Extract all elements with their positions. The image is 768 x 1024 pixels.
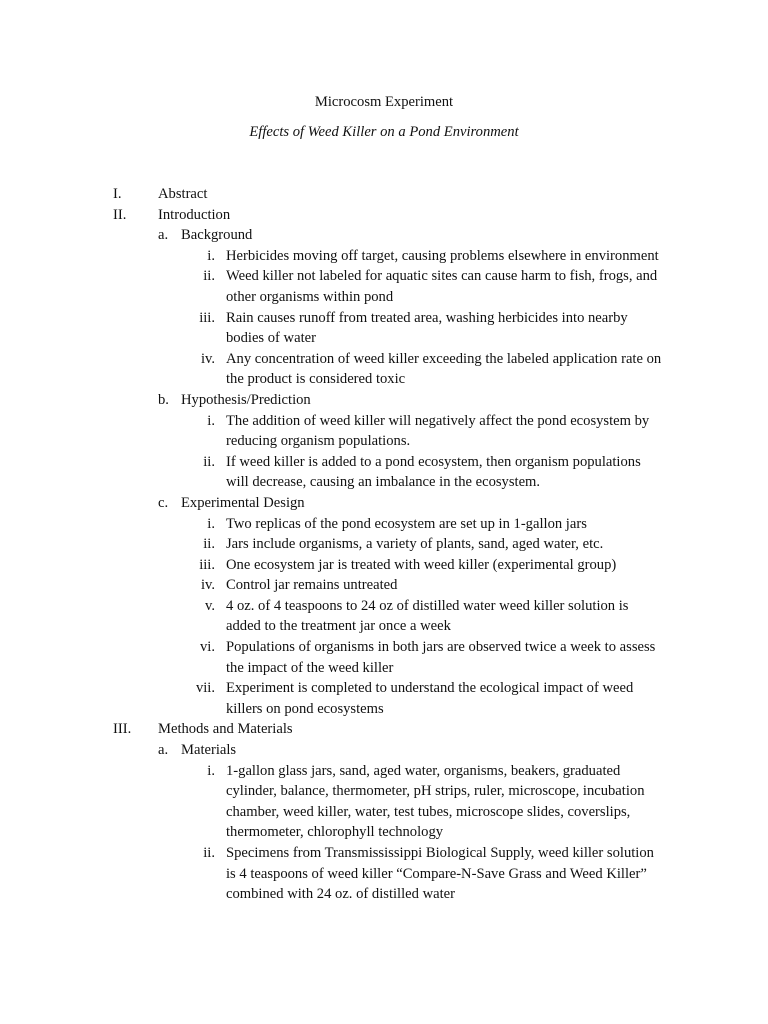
outline-item-level-3 [0,266,768,307]
outline-text-line: chamber, weed killer, water, test tubes, microscope slides, coverslips, [226,803,631,820]
outline-item-level-2 [0,493,768,514]
outline-item-level-3 [0,246,768,267]
outline-marker: a. [158,227,169,244]
outline-marker: ii. [203,536,215,553]
outline-text-line: Any concentration of weed killer exceeding the labeled application rate on [226,350,662,367]
outline-text-line: Herbicides moving off target, causing problems elsewhere in environment [226,247,659,264]
outline-item-level-2 [0,390,768,411]
outline-item-level-3 [0,452,768,493]
outline-marker: i. [207,247,215,264]
outline-item-level-3 [0,534,768,555]
outline-item-level-3 [0,514,768,535]
outline-marker: i. [207,762,215,779]
outline-marker: c. [158,494,169,511]
outline-item-level-3 [0,637,768,678]
outline-marker: iv. [200,350,215,367]
outline-text-line: is 4 teaspoons of weed killer “Compare-N-Save Grass and Weed Killer” [226,865,647,882]
outline-text-line: added to the treatment jar once a week [226,618,451,635]
outline-text-line: will decrease, causing an imbalance in the ecosystem. [226,474,541,491]
outline-item-level-1 [0,184,768,205]
outline-text-line: Abstract [158,186,208,202]
outline-marker: II. [113,206,127,223]
outline-item-level-3 [0,308,768,349]
outline-text-line: Materials [181,742,237,759]
document-title: Microcosm Experiment [314,94,454,110]
outline-marker: a. [158,742,169,759]
outline-text-line: reducing organism populations. [226,433,411,450]
outline-item-level-2 [0,740,768,761]
outline-text-line: Methods and Materials [158,721,293,738]
outline-marker: III. [113,721,132,738]
outline-text-line: One ecosystem jar is treated with weed killer (experimental group) [226,556,617,573]
outline-text-line: Background [181,227,253,244]
outline-item-level-1 [0,719,768,740]
outline-item-level-3 [0,678,768,719]
outline-text-line: Weed killer not labeled for aquatic sites can cause harm to fish, frogs, and [226,268,658,285]
outline-item-level-1 [0,205,768,226]
outline-marker: iii. [199,309,215,326]
outline-text-line: Introduction [158,206,231,223]
outline-marker: iii. [199,556,215,573]
outline-text-line: The addition of weed killer will negatively affect the pond ecosystem by [226,412,650,429]
outline-marker: I. [113,186,122,202]
outline-text-line: Experiment is completed to understand the ecological impact of weed [226,680,634,697]
outline-text-line: Control jar remains untreated [226,577,398,594]
outline-item-level-3 [0,761,768,843]
outline-marker: ii. [203,268,215,285]
outline-marker: i. [207,412,215,429]
outline-marker: iv. [200,577,215,594]
outline-item-level-3 [0,349,768,390]
outline-marker: v. [205,597,215,614]
outline-item-level-3 [0,575,768,596]
outline-text-line: combined with 24 oz. of distilled water [226,886,455,903]
outline-text-line: the impact of the weed killer [226,659,394,676]
outline-item-level-3 [0,843,768,905]
outline-item-level-3 [0,411,768,452]
outline-text-line: killers on pond ecosystems [226,700,384,717]
outline-text-line: 1-gallon glass jars, sand, aged water, organisms, beakers, graduated [226,762,621,779]
outline-text-line: cylinder, balance, thermometer, pH strips, ruler, microscope, incubation [226,783,645,800]
outline-item-level-2 [0,225,768,246]
outline-text-line: bodies of water [226,330,316,347]
outline-marker: vi. [200,639,215,656]
outline-marker: i. [207,515,215,532]
outline-text-line: the product is considered toxic [226,371,406,388]
outline-text-line: If weed killer is added to a pond ecosystem, then organism populations [226,453,641,470]
outline-item-level-3 [0,596,768,637]
outline-item-level-3 [0,555,768,576]
outline-text-line: other organisms within pond [226,288,394,305]
outline-list [0,184,768,905]
outline-text-line: Jars include organisms, a variety of plants, sand, aged water, etc. [226,536,604,553]
outline-text-line: Rain causes runoff from treated area, washing herbicides into nearby [226,309,628,326]
outline-text-line: Specimens from Transmississippi Biological Supply, weed killer solution [226,845,654,861]
outline-marker: ii. [203,453,215,470]
outline-text-line: Populations of organisms in both jars are observed twice a week to assess [226,639,656,656]
outline-text-line: 4 oz. of 4 teaspoons to 24 oz of distilled water weed killer solution is [226,597,629,614]
outline-marker: ii. [203,845,215,861]
outline-text-line: Hypothesis/Prediction [181,391,311,408]
outline-marker: vii. [195,680,215,697]
outline-marker: b. [158,391,169,408]
outline-text-line: Two replicas of the pond ecosystem are set up in 1-gallon jars [226,515,587,532]
outline-text-line: thermometer, chlorophyll technology [226,824,444,841]
outline-text-line: Experimental Design [181,494,305,511]
document-subtitle: Effects of Weed Killer on a Pond Environment [249,124,519,140]
